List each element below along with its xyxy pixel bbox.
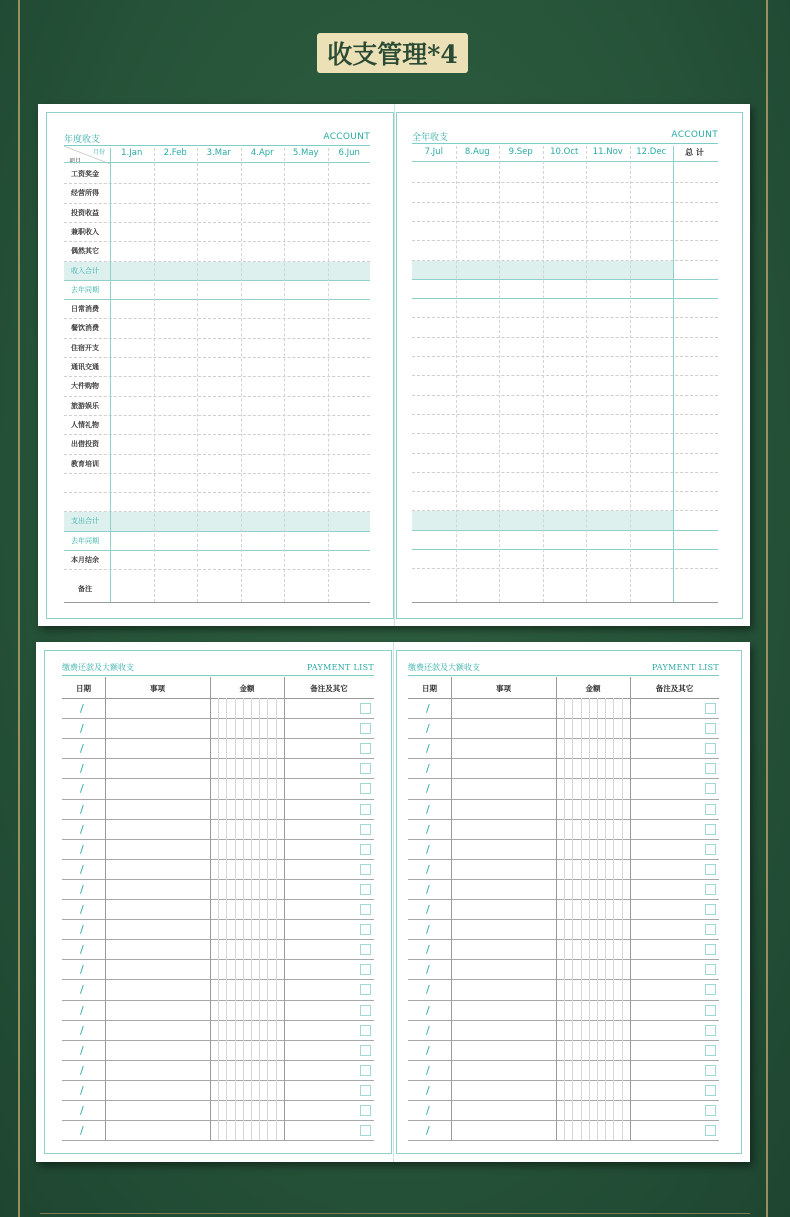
annual-right-account: ACCOUNT — [671, 130, 718, 140]
row-label: 工资奖金 — [71, 170, 99, 178]
month-header: 8.Aug — [464, 147, 490, 157]
month-header: 3.Mar — [206, 148, 231, 158]
payment-list-spread — [36, 642, 750, 1162]
note-checkbox — [360, 864, 371, 875]
date-slash: / — [426, 1023, 430, 1037]
payment-column-rule — [556, 677, 557, 1140]
date-slash: / — [80, 702, 84, 715]
date-slash: / — [80, 762, 84, 776]
date-slash: / — [80, 1124, 84, 1138]
row-label: 支出合计 — [71, 517, 99, 526]
date-slash: / — [80, 943, 84, 957]
note-checkbox — [360, 1045, 371, 1056]
date-slash: / — [426, 702, 430, 715]
payment-column-header: 金额 — [585, 684, 601, 693]
date-slash: / — [426, 822, 430, 836]
date-slash: / — [426, 782, 430, 796]
amount-digit-rule — [267, 698, 268, 1140]
amount-digit-rule — [243, 698, 244, 1140]
row-label: 出借投资 — [71, 440, 99, 449]
row-label: 去年同期 — [71, 536, 99, 545]
note-checkbox — [705, 723, 716, 734]
note-checkbox — [705, 824, 716, 835]
note-checkbox — [360, 924, 371, 935]
date-slash: / — [426, 842, 430, 856]
note-checkbox — [705, 844, 716, 855]
note-checkbox — [705, 703, 716, 714]
row-label: 本月结余 — [71, 556, 99, 564]
corner-month-label: 月份 — [93, 149, 106, 156]
note-checkbox — [705, 1125, 716, 1136]
note-checkbox — [705, 904, 716, 915]
amount-digit-rule — [613, 698, 614, 1140]
note-checkbox — [705, 1025, 716, 1036]
note-checkbox — [705, 763, 716, 774]
amount-digit-rule — [622, 698, 623, 1140]
frame-right-line — [766, 0, 768, 1217]
amount-digit-rule — [218, 698, 219, 1140]
note-checkbox — [360, 1105, 371, 1116]
date-slash: / — [426, 983, 430, 997]
date-slash: / — [426, 943, 430, 957]
date-slash: / — [426, 1124, 430, 1138]
month-header: 11.Nov — [592, 147, 623, 157]
payment-right-title: 缴费还款及大额收支 — [408, 663, 480, 672]
amount-digit-rule — [564, 698, 565, 1140]
month-column-rule — [456, 146, 457, 602]
date-slash: / — [80, 742, 84, 756]
annual-right-title: 全年收支 — [412, 133, 449, 143]
frame-left-line — [18, 0, 20, 1217]
note-checkbox — [705, 783, 716, 794]
date-slash: / — [426, 1104, 430, 1117]
note-checkbox — [360, 904, 371, 915]
date-slash: / — [80, 923, 84, 937]
payment-column-rule — [451, 677, 452, 1140]
spread-gutter — [394, 104, 395, 626]
month-header: 7.Jul — [424, 147, 443, 157]
payment-column-header: 日期 — [422, 684, 437, 693]
note-checkbox — [705, 944, 716, 955]
row-label: 偶然其它 — [71, 247, 99, 256]
date-slash: / — [426, 963, 430, 977]
month-column-rule — [154, 148, 155, 602]
payment-title-rule — [408, 675, 719, 676]
date-slash: / — [80, 862, 84, 876]
payment-column-header: 备注及其它 — [655, 684, 694, 693]
date-slash: / — [80, 1023, 84, 1037]
payment-title-rule — [62, 675, 374, 676]
note-checkbox — [705, 964, 716, 975]
month-header: 1.Jan — [121, 148, 143, 158]
payment-column-rule — [630, 677, 631, 1140]
row-label: 人情礼物 — [71, 420, 99, 429]
payment-row-rule — [408, 1140, 719, 1141]
date-slash: / — [426, 1043, 430, 1057]
row-label: 大件购物 — [71, 382, 99, 391]
row-label: 通讯交通 — [71, 363, 99, 371]
page-border-right — [396, 650, 742, 1154]
note-checkbox — [360, 783, 371, 794]
payment-column-header: 日期 — [76, 684, 91, 693]
note-checkbox — [360, 884, 371, 895]
note-checkbox — [705, 743, 716, 754]
date-slash: / — [426, 742, 430, 756]
note-checkbox — [360, 1125, 371, 1136]
amount-digit-rule — [605, 698, 606, 1140]
note-checkbox — [705, 924, 716, 935]
note-checkbox — [360, 984, 371, 995]
note-checkbox — [360, 1065, 371, 1076]
note-checkbox — [360, 1005, 371, 1016]
note-checkbox — [705, 884, 716, 895]
note-checkbox — [705, 1005, 716, 1016]
date-slash: / — [426, 923, 430, 937]
corner-item-label: 项目 — [69, 158, 82, 165]
date-slash: / — [80, 963, 84, 977]
label-column-rule — [110, 148, 111, 602]
amount-digit-rule — [597, 698, 598, 1140]
amount-digit-rule — [276, 698, 277, 1140]
date-slash: / — [80, 903, 84, 916]
month-header: 9.Sep — [508, 147, 533, 157]
date-slash: / — [80, 842, 84, 856]
amount-digit-rule — [226, 698, 227, 1140]
row-label: 日常消费 — [71, 305, 99, 314]
payment-column-rule — [284, 677, 285, 1140]
note-checkbox — [705, 1045, 716, 1056]
payment-row-rule — [62, 1140, 374, 1141]
amount-digit-rule — [235, 698, 236, 1140]
note-checkbox — [360, 944, 371, 955]
date-slash: / — [426, 762, 430, 776]
date-slash: / — [426, 903, 430, 916]
annual-left-account: ACCOUNT — [323, 132, 370, 142]
row-label: 经营所得 — [71, 189, 99, 198]
month-header: 4.Apr — [250, 148, 274, 158]
note-checkbox — [360, 1085, 371, 1096]
date-slash: / — [80, 882, 84, 896]
month-column-rule — [328, 148, 329, 602]
month-header: 10.Oct — [550, 147, 579, 157]
annual-account-spread — [38, 104, 750, 626]
row-label: 住宿开支 — [71, 343, 99, 352]
amount-digit-rule — [589, 698, 590, 1140]
payment-right-list-label: PAYMENT LIST — [651, 663, 719, 672]
annual-left-title: 年度收支 — [64, 135, 101, 145]
date-slash: / — [80, 1104, 84, 1117]
month-column-rule — [630, 146, 631, 602]
note-checkbox — [360, 703, 371, 714]
payment-column-rule — [210, 677, 211, 1140]
month-column-rule — [241, 148, 242, 602]
date-slash: / — [80, 722, 84, 736]
row-label: 餐饮消费 — [71, 324, 99, 333]
note-checkbox — [705, 864, 716, 875]
row-label: 投资收益 — [71, 208, 99, 217]
page-title: 收支管理*4 — [317, 33, 468, 73]
note-checkbox — [360, 824, 371, 835]
payment-left-list-label: PAYMENT LIST — [306, 663, 374, 672]
payment-left-title: 缴费还款及大额收支 — [62, 663, 134, 672]
note-checkbox — [360, 743, 371, 754]
month-header: 12.Dec — [636, 147, 667, 157]
notes-label: 备注 — [78, 585, 92, 594]
row-label: 收入合计 — [71, 266, 99, 275]
date-slash: / — [80, 782, 84, 796]
payment-column-header: 事项 — [150, 684, 165, 693]
note-checkbox — [705, 1105, 716, 1116]
total-column-rule — [673, 146, 674, 602]
date-slash: / — [426, 802, 430, 816]
note-checkbox — [705, 1065, 716, 1076]
date-slash: / — [80, 1003, 84, 1017]
frame-bottom-line — [40, 1213, 750, 1214]
annual-right-title-rule — [412, 143, 718, 144]
date-slash: / — [80, 802, 84, 816]
month-header: 2.Feb — [163, 148, 187, 158]
note-checkbox — [705, 804, 716, 815]
spread-gutter — [393, 642, 394, 1162]
amount-digit-rule — [251, 698, 252, 1140]
date-slash: / — [426, 722, 430, 736]
row-label: 教育培训 — [71, 459, 99, 468]
payment-column-rule — [105, 677, 106, 1140]
annual-left-bottom-rule — [64, 602, 370, 603]
amount-digit-rule — [572, 698, 573, 1140]
month-column-rule — [197, 148, 198, 602]
date-slash: / — [80, 1063, 84, 1077]
date-slash: / — [426, 1003, 430, 1017]
row-label: 旅游娱乐 — [71, 401, 99, 410]
annual-right-bottom-rule — [412, 602, 718, 603]
payment-column-header: 事项 — [496, 684, 511, 693]
amount-digit-rule — [259, 698, 260, 1140]
note-checkbox — [360, 804, 371, 815]
note-checkbox — [360, 844, 371, 855]
note-checkbox — [705, 984, 716, 995]
note-checkbox — [360, 763, 371, 774]
month-column-rule — [543, 146, 544, 602]
date-slash: / — [80, 1043, 84, 1057]
payment-column-header: 备注及其它 — [310, 684, 348, 693]
date-slash: / — [426, 1063, 430, 1077]
note-checkbox — [360, 964, 371, 975]
date-slash: / — [426, 862, 430, 876]
month-header: 5.May — [292, 148, 319, 158]
page-border-right — [396, 112, 743, 619]
payment-column-header: 金额 — [239, 684, 255, 693]
month-column-rule — [499, 146, 500, 602]
date-slash: / — [80, 822, 84, 836]
month-column-rule — [284, 148, 285, 602]
month-column-rule — [586, 146, 587, 602]
note-checkbox — [705, 1085, 716, 1096]
row-label: 去年同期 — [71, 285, 99, 294]
amount-digit-rule — [581, 698, 582, 1140]
date-slash: / — [426, 1083, 430, 1097]
total-header: 总 计 — [685, 148, 704, 157]
row-label: 兼职收入 — [71, 227, 99, 236]
date-slash: / — [80, 1083, 84, 1097]
note-checkbox — [360, 1025, 371, 1036]
month-header: 6.Jun — [338, 148, 360, 158]
note-checkbox — [360, 723, 371, 734]
date-slash: / — [80, 983, 84, 997]
date-slash: / — [426, 882, 430, 896]
